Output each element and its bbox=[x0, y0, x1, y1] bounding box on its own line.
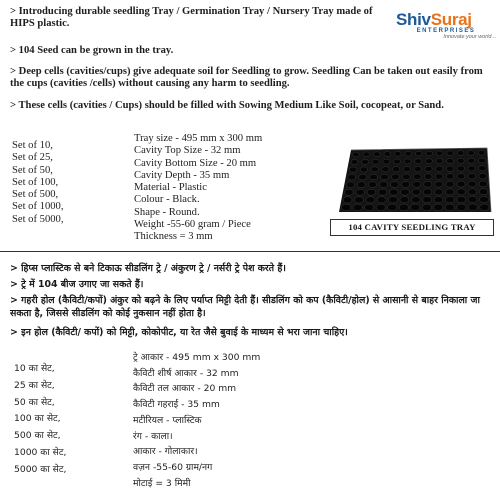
english-spec-item: Tray size - 495 mm x 300 mm bbox=[134, 133, 263, 144]
english-para-text: > 104 Seed can be grown in the tray. bbox=[10, 45, 174, 56]
tray-cavity bbox=[379, 182, 387, 188]
tray-caption-text: 104 CAVITY SEEDLING TRAY bbox=[348, 222, 476, 232]
hindi-para-text: > हिप्स प्लास्टिक से बने टिकाऊ सीडलिंग ट्रे / अंकुरण ट्रे / नर्सरी ट्रे पेश करते हैं। bbox=[10, 263, 286, 274]
english-intro-para-2 bbox=[10, 45, 390, 57]
tray-cavity bbox=[372, 159, 379, 164]
english-set-item: Set of 10, bbox=[12, 140, 53, 151]
tray-cavity bbox=[384, 152, 391, 157]
hindi-set-item: 10 का सेट, bbox=[14, 363, 55, 374]
tray-cavity bbox=[346, 182, 354, 188]
tray-cavity bbox=[357, 182, 365, 188]
english-spec-item: Thickness = 3 mm bbox=[134, 231, 213, 243]
tray-cavity bbox=[468, 166, 475, 171]
tray-cavity bbox=[404, 159, 411, 164]
english-para-text: > These cells (cavities / Cups) should be filled with Sowing Medium Like Soil, cocopeat, or Sand. bbox=[10, 100, 444, 111]
english-set-item: Set of 50, bbox=[12, 164, 53, 176]
tray-cavity bbox=[425, 166, 432, 171]
english-set-item: Set of 100, bbox=[12, 176, 59, 188]
tray-cavity bbox=[388, 204, 397, 211]
hindi-spec-item: मटीरियल - प्लास्टिक bbox=[133, 414, 202, 426]
tray-cavity bbox=[382, 167, 389, 172]
tray-cavity bbox=[468, 196, 477, 202]
tray-cavity bbox=[457, 204, 466, 211]
english-spec-item: Cavity Depth - 35 mm bbox=[134, 169, 230, 181]
tray-cavity bbox=[399, 204, 408, 211]
tray-cavity bbox=[479, 166, 486, 171]
brand-logo bbox=[396, 10, 496, 40]
tray-cavity bbox=[411, 196, 420, 202]
tray-cavity bbox=[360, 167, 367, 172]
hindi-sets-list bbox=[14, 361, 124, 479]
tray-cavity bbox=[468, 173, 476, 179]
tray-cavity bbox=[368, 182, 376, 188]
tray-cavity bbox=[446, 189, 455, 195]
tray-cavity bbox=[434, 189, 443, 195]
tray-cavity bbox=[434, 196, 443, 202]
hindi-spec-item: कैविटी शीर्ष आकार - 32 mm bbox=[133, 367, 239, 379]
english-sets-list bbox=[12, 140, 122, 226]
tray-cavity bbox=[378, 189, 387, 195]
tray-cavity bbox=[414, 166, 421, 171]
tray-cavity bbox=[479, 173, 487, 179]
tray-cavity bbox=[445, 204, 454, 211]
english-set-item: Set of 1000, bbox=[12, 201, 64, 213]
tray-cavity bbox=[374, 152, 381, 157]
hindi-set-item: 5000 का सेट, bbox=[14, 463, 67, 475]
tray-cavity bbox=[445, 196, 454, 202]
tray-cavity bbox=[413, 174, 421, 180]
tray-cavity bbox=[389, 197, 398, 203]
tray-cavity bbox=[383, 159, 390, 164]
tray-cavity bbox=[478, 150, 485, 155]
english-specs-list bbox=[134, 133, 334, 244]
tray-cavity bbox=[415, 159, 422, 164]
tray-cavity bbox=[394, 152, 401, 157]
tray-cavity bbox=[480, 204, 489, 211]
english-spec-item: Cavity Bottom Size - 20 mm bbox=[134, 157, 257, 169]
tray-cavity bbox=[342, 204, 351, 211]
tray-cavity bbox=[457, 181, 465, 187]
tray-cavity bbox=[402, 181, 410, 187]
tray-cavity bbox=[425, 159, 432, 164]
tray-cavity bbox=[392, 174, 400, 180]
tray-cavity bbox=[478, 158, 485, 163]
tray-cavity bbox=[349, 167, 356, 172]
tray-cavity bbox=[468, 189, 477, 195]
tray-cavity bbox=[479, 189, 488, 195]
tray-cavity bbox=[343, 197, 352, 203]
tray-cavity bbox=[405, 151, 412, 156]
tray-cavity bbox=[446, 174, 454, 180]
logo-subtitle: ENTERPRISES bbox=[416, 28, 476, 34]
tray-cavity bbox=[457, 174, 465, 180]
tray-cavity bbox=[423, 189, 432, 195]
english-spec-item: Colour - Black. bbox=[134, 194, 200, 206]
english-intro-para-4 bbox=[10, 100, 490, 112]
hindi-spec-item: वज़न -55-60 ग्राम/नग bbox=[133, 461, 213, 473]
tray-cavity bbox=[468, 181, 476, 187]
tray-cavity bbox=[381, 174, 389, 180]
tray-cavity bbox=[424, 174, 432, 180]
tray-caption-box bbox=[330, 219, 494, 236]
tray-cavity bbox=[426, 151, 433, 156]
tray-cavity bbox=[434, 204, 443, 211]
english-intro-para-3 bbox=[10, 66, 490, 90]
tray-cavity bbox=[401, 189, 410, 195]
tray-cavity bbox=[356, 189, 365, 195]
tray-cavity bbox=[348, 174, 356, 180]
hindi-intro-para-1 bbox=[10, 262, 490, 275]
hindi-spec-item: ट्रे आकार - 495 mm x 300 mm bbox=[133, 352, 261, 363]
tray-cavity bbox=[468, 151, 475, 156]
tray-cavity bbox=[366, 197, 375, 203]
tray-cavity bbox=[436, 159, 443, 164]
tray-cavity bbox=[367, 189, 376, 195]
tray-cavity bbox=[365, 204, 374, 211]
tray-cavity bbox=[362, 159, 369, 164]
tray-cavity bbox=[415, 151, 422, 156]
hindi-intro-para-4 bbox=[10, 326, 490, 339]
hindi-set-item: 1000 का सेट, bbox=[14, 446, 67, 458]
tray-cavity bbox=[457, 196, 466, 202]
hindi-intro-para-3 bbox=[10, 294, 490, 320]
tray-cavity bbox=[392, 167, 399, 172]
tray-cavity bbox=[436, 151, 443, 156]
hindi-spec-item: मोटाई = 3 मिमी bbox=[133, 477, 191, 489]
seedling-tray-image bbox=[337, 146, 493, 216]
english-set-item: Set of 5000, bbox=[12, 213, 64, 225]
tray-cavity bbox=[376, 204, 385, 211]
tray-cavity bbox=[457, 151, 464, 156]
tray-cavity bbox=[457, 189, 466, 195]
tray-cavity bbox=[393, 159, 400, 164]
tray-cavity bbox=[351, 160, 358, 165]
hindi-set-item: 50 का सेट, bbox=[14, 396, 55, 408]
tray-cavity bbox=[345, 189, 354, 195]
tray-cavity bbox=[402, 174, 410, 180]
tray-cavity bbox=[390, 189, 399, 195]
hindi-para-text: > गहरी होल (कैविटी/कपों) अंकुर को बढ़ने के लिए पर्याप्त मिट्टी देती हैं। सीडलिंग को कप (कैविटी/होल) से आसानी से बाहर निकाला जा सकता है, जिससे सीडलिंग को कोई नुकसान नहीं होता है। bbox=[10, 295, 480, 319]
logo-suraj: Suraj bbox=[430, 10, 472, 29]
tray-cavity bbox=[446, 181, 454, 187]
tray-cavity bbox=[353, 204, 362, 211]
tray-cavity bbox=[436, 166, 443, 171]
english-para-text: > Introducing durable seedling Tray / Germination Tray / Nursery Tray made of HIPS plastic. bbox=[10, 6, 373, 29]
tray-cavity bbox=[391, 182, 399, 188]
tray-cavity bbox=[363, 152, 370, 157]
tray-cavity bbox=[424, 181, 432, 187]
tray-cavity bbox=[403, 166, 410, 171]
tray-cavity bbox=[468, 158, 475, 163]
tray-cavity bbox=[435, 181, 443, 187]
english-spec-item: Shape - Round. bbox=[134, 206, 200, 218]
tray-cavity bbox=[468, 204, 477, 211]
tray-cavity bbox=[479, 181, 487, 187]
tray-cavity bbox=[422, 204, 431, 211]
tray-cavity bbox=[359, 174, 367, 180]
tray-cavity bbox=[353, 152, 360, 157]
english-intro-para-1 bbox=[10, 6, 375, 30]
english-set-item: Set of 500, bbox=[12, 189, 59, 201]
english-spec-item: Weight -55-60 gram / Piece bbox=[134, 219, 251, 231]
english-spec-item: Material - Plastic bbox=[134, 182, 207, 194]
tray-cavity bbox=[411, 204, 420, 211]
hindi-spec-item: रंग - काला। bbox=[133, 430, 173, 442]
tray-cavity bbox=[400, 197, 409, 203]
tray-cavity bbox=[370, 174, 378, 180]
tray-cavity bbox=[457, 166, 464, 171]
tray-cavity bbox=[377, 197, 386, 203]
tray-cavity bbox=[413, 181, 421, 187]
hindi-set-item: 25 का सेट, bbox=[14, 379, 55, 391]
tray-cavity bbox=[457, 158, 464, 163]
hindi-intro-para-2 bbox=[10, 278, 490, 291]
hindi-para-text: > इन होल (कैविटी/ कपों) को मिट्टी, कोकोपीट, या रेत जैसे बुवाई के माध्यम से भरा जाना चाहिए। bbox=[10, 327, 348, 338]
logo-shiv: Shiv bbox=[396, 10, 431, 29]
english-set-item: Set of 25, bbox=[12, 152, 53, 164]
section-divider bbox=[0, 251, 500, 252]
tray-cavity bbox=[446, 166, 453, 171]
logo-tagline: Innovate your world... bbox=[443, 34, 496, 40]
hindi-spec-item: कैविटी गहराई - 35 mm bbox=[133, 399, 220, 411]
english-para-text: > Deep cells (cavities/cups) give adequate soil for Seedling to grow. Seedling Can be taken out easily from the cups (cavities /cells) without causing any harm to seedling. bbox=[10, 66, 483, 89]
hindi-spec-item: आकार - गोलाकार। bbox=[133, 446, 198, 458]
brand-logo-wordmark bbox=[396, 10, 496, 30]
tray-cavity bbox=[447, 151, 454, 156]
tray-cavity bbox=[447, 158, 454, 163]
tray-cavity bbox=[371, 167, 378, 172]
hindi-specs-list bbox=[133, 350, 383, 491]
english-spec-item: Cavity Top Size - 32 mm bbox=[134, 145, 241, 157]
hindi-set-item: 500 का सेट, bbox=[14, 430, 61, 442]
tray-cavity bbox=[423, 196, 432, 202]
hindi-spec-item: कैविटी तल आकार - 20 mm bbox=[133, 383, 237, 395]
tray-cavity bbox=[479, 196, 488, 202]
tray-cavity bbox=[435, 174, 443, 180]
tray-cavity bbox=[412, 189, 421, 195]
hindi-para-text: > ट्रे में 104 बीज उगाए जा सकते हैं। bbox=[10, 279, 144, 290]
hindi-set-item: 100 का सेट, bbox=[14, 413, 61, 425]
tray-cavity bbox=[354, 197, 363, 203]
